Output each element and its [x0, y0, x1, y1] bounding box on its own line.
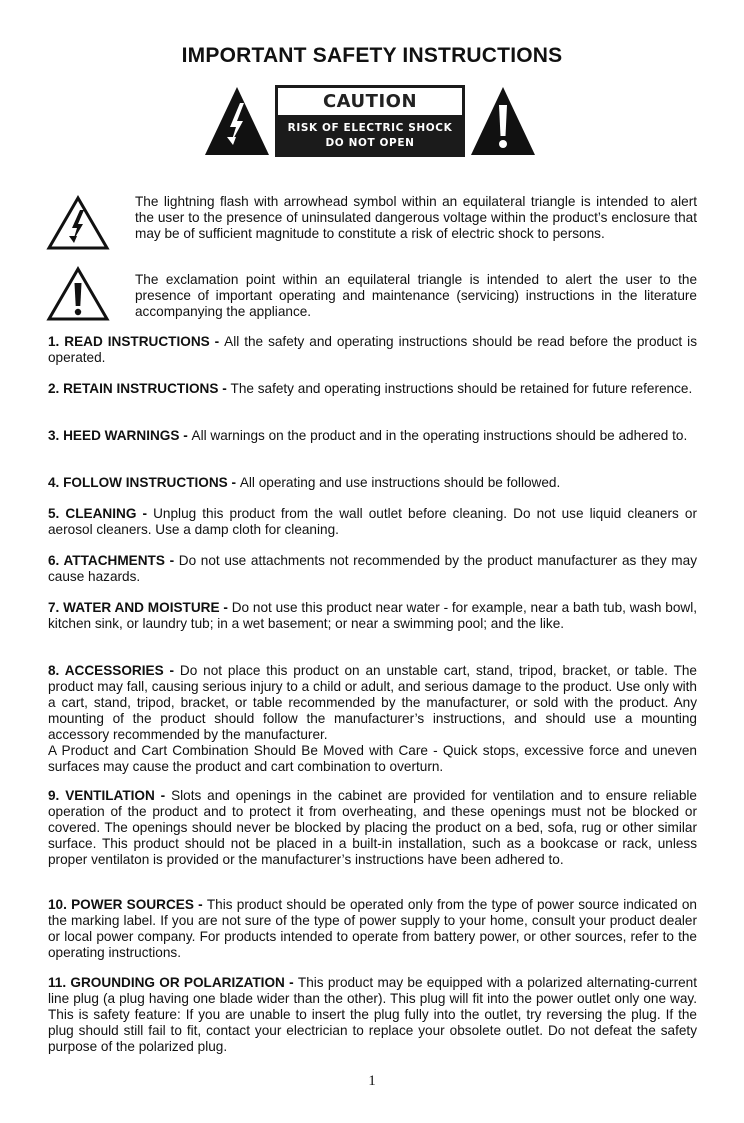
- section-attachments: [48, 553, 697, 585]
- caution-line-2: DO NOT OPEN: [325, 137, 415, 149]
- section-heading: 8. ACCESSORIES -: [48, 663, 180, 678]
- caution-label: [275, 85, 465, 157]
- exclamation-symbol-text: The exclamation point within an equilateral triangle is intended to alert the user to the presence of important operating and maintenance (servicing) instructions in the literature accompanying the appliance.: [135, 272, 697, 319]
- section-body: The safety and operating instructions should be retained for future reference.: [230, 381, 693, 396]
- section-body: This product may be equipped with a polarized alternating-current line plug (a plug having one blade wider than the other). This plug will fit into the power outlet only one way. This is safety feature: If you are unable to insert the plug fully into the outlet, try reversing the plug. If the plug should still fail to fit, contact your electrician to replace your obsolete outlet. Do not defeat the safety purpose of the polarized plug.: [48, 975, 697, 1054]
- caution-line-1: RISK OF ELECTRIC SHOCK: [287, 122, 453, 134]
- section-body: All warnings on the product and in the operating instructions should be adhered to.: [191, 428, 688, 443]
- section-accessories: [48, 663, 697, 775]
- section-heading: 11. GROUNDING OR POLARIZATION -: [48, 975, 298, 990]
- page-number: 1: [368, 1073, 376, 1089]
- section-body: All the safety and operating instructions should be read before the product is operated.: [48, 334, 697, 365]
- section-body: Unplug this product from the wall outlet before cleaning. Do not use liquid cleaners or aerosol cleaners. Use a damp cloth for cleaning.: [48, 506, 697, 537]
- lightning-warning-icon: [203, 85, 271, 157]
- exclamation-triangle-icon: [46, 266, 110, 322]
- section-retain-instructions: [48, 381, 697, 397]
- section-heading: 4. FOLLOW INSTRUCTIONS -: [48, 475, 240, 490]
- section-heading: 5. CLEANING -: [48, 506, 154, 521]
- section-body: This product should be operated only from the type of power source indicated on the marking label. If you are not sure of the type of power supply to your home, consult your product dealer or local power company. For products intended to operate from battery power, or other sources, refer to the operating instructions.: [48, 897, 697, 960]
- caution-banner: [203, 85, 537, 158]
- section-heading: 7. WATER AND MOISTURE -: [48, 600, 232, 615]
- section-water-moisture: [48, 600, 697, 632]
- section-read-instructions: [48, 334, 697, 366]
- section-power-sources: [48, 897, 697, 961]
- section-heading: 2. RETAIN INSTRUCTIONS -: [48, 381, 231, 396]
- section-body: Do not use this product near water - for example, near a bath tub, wash bowl, kitchen sink, or laundry tub; in a wet basement; or near a swimming pool; and the like.: [48, 600, 698, 631]
- lightning-symbol-text: The lightning flash with arrowhead symbol within an equilateral triangle is intended to alert the user to the presence of uninsulated dangerous voltage within the product’s enclosure that may be of sufficient magnitude to constitute a risk of electric shock to persons.: [135, 194, 697, 241]
- caution-heading: CAUTION: [278, 88, 462, 115]
- section-note: A Product and Cart Combination Should Be Moved with Care - Quick stops, excessive force and uneven surfaces may cause the product and cart combination to overturn.: [48, 743, 697, 774]
- section-cleaning: [48, 506, 697, 538]
- section-heading: 6. ATTACHMENTS -: [48, 553, 179, 568]
- section-heading: 10. POWER SOURCES -: [48, 897, 207, 912]
- section-grounding-polarization: [48, 975, 697, 1055]
- section-body: Do not use attachments not recommended by the product manufacturer as they may cause hazards.: [48, 553, 697, 584]
- section-heading: 1. READ INSTRUCTIONS -: [48, 334, 225, 349]
- lightning-triangle-icon: [46, 195, 110, 251]
- section-heed-warnings: [48, 428, 697, 444]
- section-body: Do not place this product on an unstable cart, stand, tripod, bracket, or table. The product may fall, causing serious injury to a child or adult, and serious damage to the product. Use only with a cart, stand, tripod, bracket, or table recommended by the manufacturer, or sold with the product. Any mounting of the product should follow the manufacturer’s instructions, and should use a mounting accessory recommended by the manufacturer.: [48, 663, 697, 742]
- section-body: All operating and use instructions should be followed.: [239, 475, 561, 490]
- section-heading: 3. HEED WARNINGS -: [48, 428, 192, 443]
- section-heading: 9. VENTILATION -: [48, 788, 172, 803]
- section-body: Slots and openings in the cabinet are provided for ventilation and to ensure reliable operation of the product and to protect it from overheating, and these openings must not be blocked or covered. The openings should never be blocked by placing the product on a bed, sofa, rug or other similar surface. This product should not be placed in a built-in installation, such as a bookcase or rack, unless proper ventilaton is provided or the manufacturer’s instructions have been adhered to.: [48, 788, 697, 867]
- section-ventilation: [48, 788, 697, 868]
- page-title: IMPORTANT SAFETY INSTRUCTIONS: [181, 44, 563, 67]
- exclamation-warning-icon: [469, 85, 537, 157]
- section-follow-instructions: [48, 475, 697, 491]
